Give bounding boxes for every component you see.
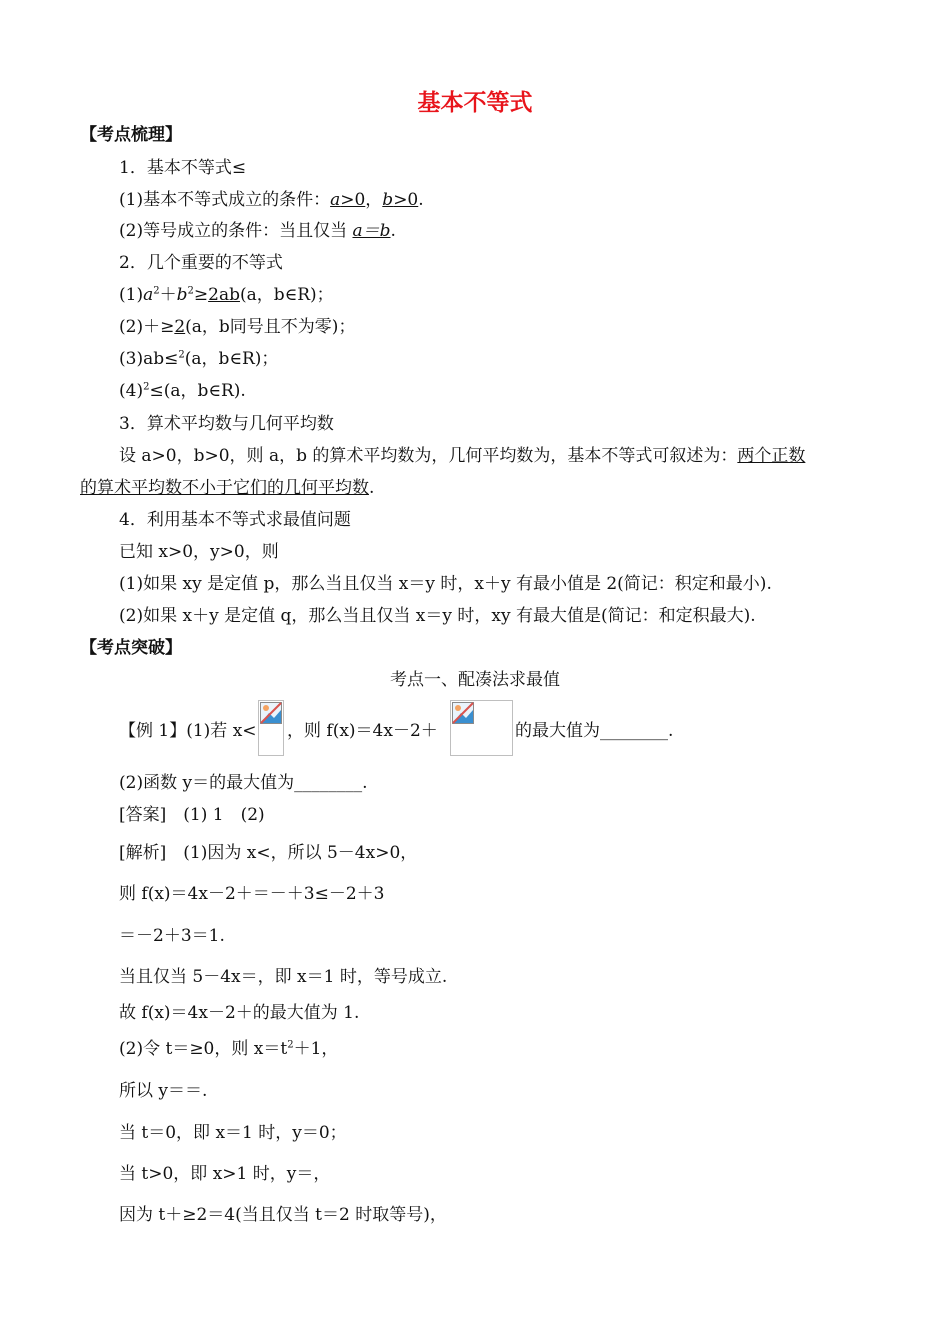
text-line: (2)如果 x＋y 是定值 q，那么当且仅当 x＝y 时，xy 有最大值是(简记：和定积最大). xyxy=(119,606,756,626)
image-placeholder xyxy=(450,700,513,756)
answer-line: [答案] (1) 1 (2) xyxy=(119,805,265,825)
text-span: . xyxy=(390,221,396,241)
text-span: a xyxy=(330,190,341,210)
text-line xyxy=(119,316,355,338)
text-span: ＋ xyxy=(159,285,177,305)
text-span: 2 xyxy=(287,1039,294,1051)
solution-line xyxy=(119,1038,338,1060)
text-line xyxy=(119,189,424,211)
text-line: 3．算术平均数与几何平均数 xyxy=(119,414,334,434)
text-span: ＋1， xyxy=(293,1039,339,1059)
text-span: (3)ab≤ xyxy=(119,349,179,369)
text-line: 2．几个重要的不等式 xyxy=(119,253,283,273)
text-span: . xyxy=(418,190,424,210)
text-span: (a，b同号且不为零)； xyxy=(185,317,356,337)
text-line: 1．基本不等式≤ xyxy=(119,158,247,178)
text-span: 2 xyxy=(153,285,160,297)
solution-line: 当且仅当 5－4x＝，即 x＝1 时，等号成立. xyxy=(119,967,448,987)
text-line xyxy=(80,477,374,499)
text-span: ， xyxy=(365,190,383,210)
image-placeholder-icon xyxy=(260,702,282,724)
solution-line: 则 f(x)＝4x－2＋＝－＋3≤－2＋3 xyxy=(119,884,385,904)
text-line: 已知 x>0，y>0，则 xyxy=(119,542,279,562)
solution-line: 当 t＝0，即 x＝1 时，y＝0； xyxy=(119,1123,347,1143)
text-span: 设 a>0，b>0，则 a，b 的算术平均数为，几何平均数为，基本不等式可叙述为： xyxy=(119,446,738,466)
text-span: (4) xyxy=(119,381,144,401)
text-span: 2 xyxy=(174,317,186,337)
text-span: 两个正数 xyxy=(737,446,806,466)
section-heading-breakthrough: 【考点突破】 xyxy=(80,638,182,658)
text-span: a＝b xyxy=(352,221,391,241)
text-span: a xyxy=(143,285,154,305)
solution-line: [解析] (1)因为 x<，所以 5－4x>0， xyxy=(119,843,418,863)
text-span: ≤(a，b∈R). xyxy=(149,381,246,401)
text-span: >0 xyxy=(340,190,366,210)
text-span: (1) xyxy=(119,285,144,305)
text-span: 的算术平均数不小于它们的几何平均数 xyxy=(80,478,369,498)
example-text: 的最大值为________. xyxy=(515,721,674,741)
page-title: 基本不等式 xyxy=(417,90,533,116)
image-placeholder xyxy=(258,700,284,756)
text-span: b xyxy=(382,190,394,210)
text-line xyxy=(119,220,396,242)
text-line: (2)函数 y＝的最大值为________. xyxy=(119,773,368,793)
text-line xyxy=(119,380,246,402)
text-line: 4．利用基本不等式求最值问题 xyxy=(119,510,351,530)
image-placeholder-icon xyxy=(452,702,474,724)
solution-line: 故 f(x)＝4x－2＋的最大值为 1. xyxy=(119,1003,360,1023)
section-heading-review: 【考点梳理】 xyxy=(80,125,182,145)
text-span: ≥ xyxy=(193,285,209,305)
text-span: (2)等号成立的条件：当且仅当 xyxy=(119,221,353,241)
text-span: 2 xyxy=(143,381,150,393)
text-span: . xyxy=(369,478,375,498)
text-line xyxy=(119,348,278,370)
text-span: 2 xyxy=(187,285,194,297)
text-line xyxy=(119,445,805,467)
text-line: (1)如果 xy 是定值 p，那么当且仅当 x＝y 时，x＋y 有最小值是 2(简记：积定和最小). xyxy=(119,574,772,594)
example-text: ，则 f(x)＝4x－2＋ xyxy=(287,721,438,741)
solution-line: 因为 t＋≥2＝4(当且仅当 t＝2 时取等号)， xyxy=(119,1205,447,1225)
solution-line: 当 t>0，即 x>1 时，y＝， xyxy=(119,1164,331,1184)
text-span: (a，b∈R)； xyxy=(239,285,334,305)
solution-line: 所以 y＝＝. xyxy=(119,1081,208,1101)
text-span: b xyxy=(176,285,188,305)
topic-heading: 考点一、配凑法求最值 xyxy=(390,670,560,690)
text-span: 2ab xyxy=(208,285,240,305)
text-span: 2 xyxy=(178,349,185,361)
example-text: 【例 1】(1)若 x< xyxy=(119,721,257,741)
text-span: (2)令 t＝≥0，则 x＝t xyxy=(119,1039,288,1059)
solution-line: ＝－2＋3＝1. xyxy=(119,926,225,946)
text-span: >0 xyxy=(393,190,419,210)
text-span: (2)＋≥ xyxy=(119,317,175,337)
text-span: (1)基本不等式成立的条件： xyxy=(119,190,331,210)
text-line xyxy=(119,284,334,306)
text-span: (a，b∈R)； xyxy=(184,349,279,369)
